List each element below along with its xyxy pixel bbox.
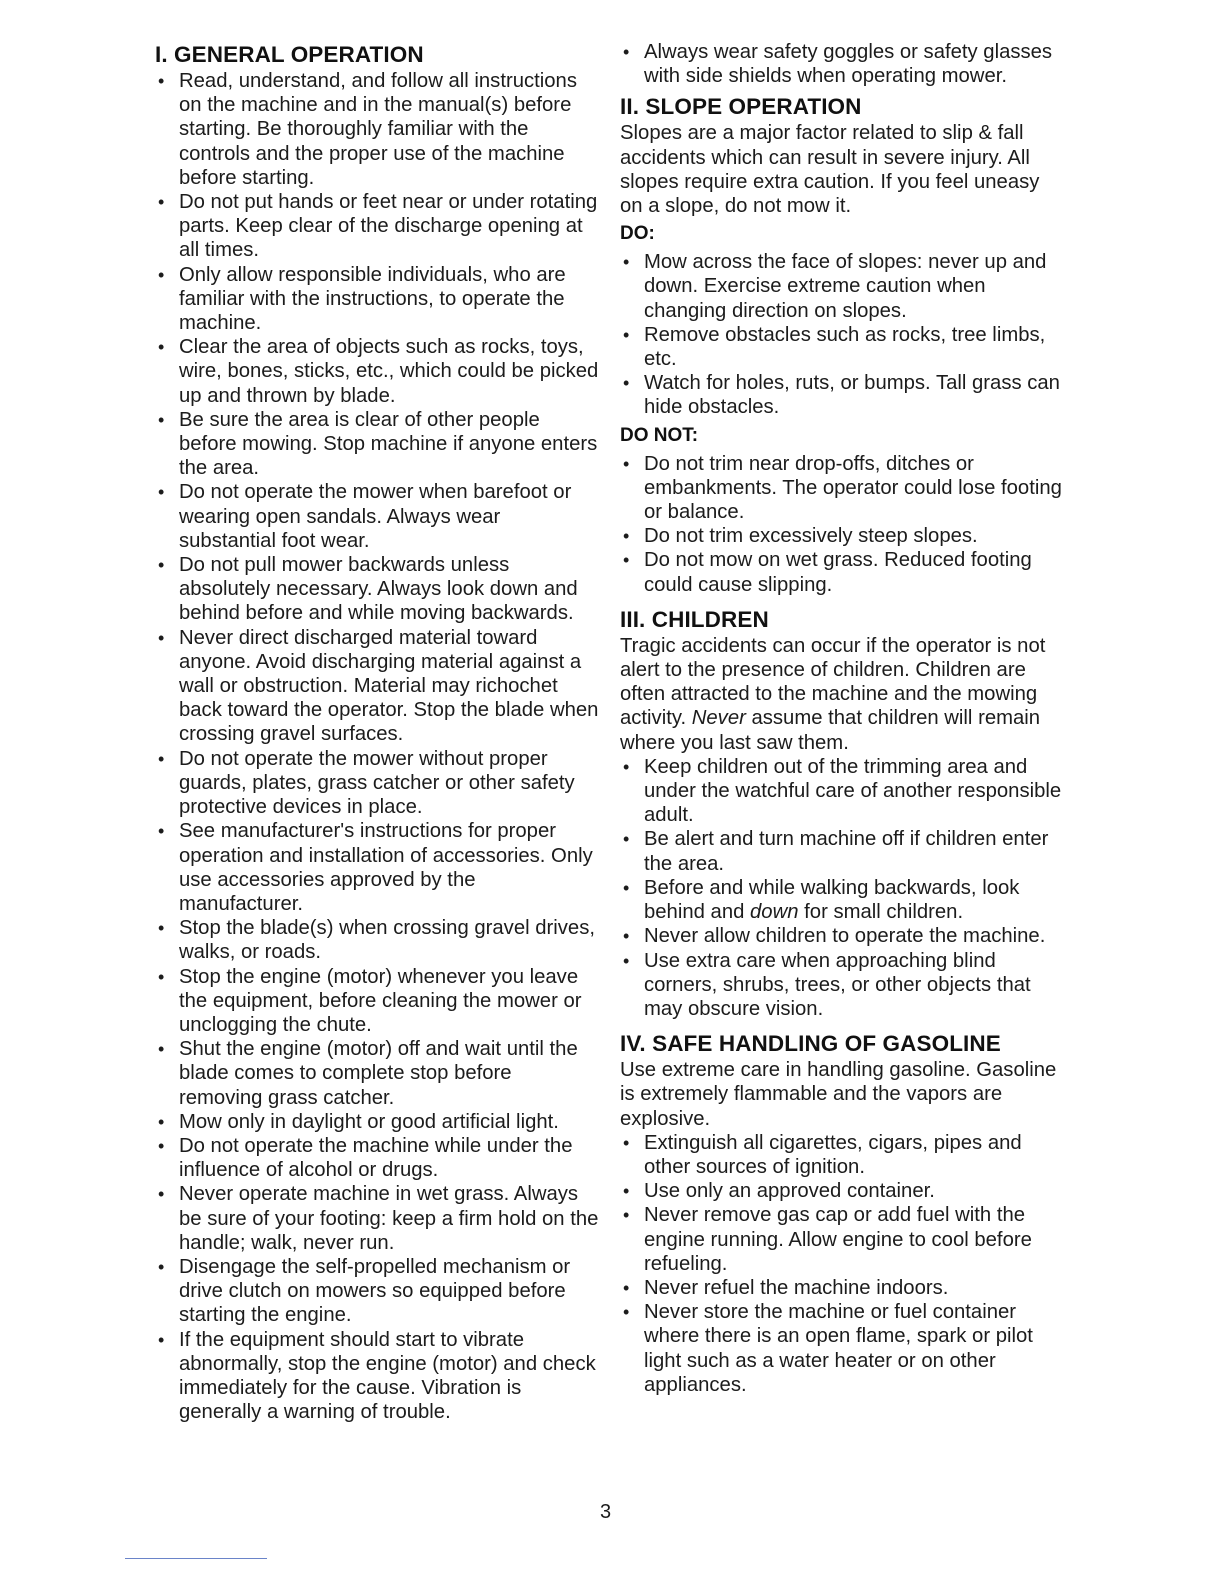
list-item: • Never refuel the machine indoors. — [620, 1276, 1065, 1300]
section-title-children: III. CHILDREN — [620, 606, 769, 632]
list-item: • Mow across the face of slopes: never up and down. Exercise extreme caution when changing direction on slopes. — [620, 250, 1065, 323]
list-item: • Keep children out of the trimming area and under the watchful care of another responsible adult. — [620, 755, 1065, 828]
section-title-general-operation: I. GENERAL OPERATION — [155, 42, 424, 67]
list-item: • Read, understand, and follow all instructions on the machine and in the manual(s) before starting. Be thoroughly familiar with the controls and the proper use of the machine before starting. — [155, 69, 600, 190]
list-item: • Use only an approved container. — [620, 1179, 1065, 1203]
list-item: • Extinguish all cigarettes, cigars, pipes and other sources of ignition. — [620, 1131, 1065, 1179]
list-item: • Remove obstacles such as rocks, tree limbs, etc. — [620, 323, 1065, 371]
emphasis-never: Never — [691, 707, 746, 730]
list-item: • Never allow children to operate the machine. — [620, 924, 1065, 948]
list-item: • Do not put hands or feet near or under rotating parts. Keep clear of the discharge opening at all times. — [155, 190, 600, 263]
slope-do-not-list — [620, 452, 1065, 597]
list-item: • See manufacturer's instructions for proper operation and installation of accessories. Only use accessories approved by the manufacturer. — [155, 819, 600, 916]
list-item: • Stop the engine (motor) whenever you leave the equipment, before cleaning the mower or unclogging the chute. — [155, 965, 600, 1038]
do-heading: DO: — [620, 223, 655, 245]
general-operation-list — [155, 69, 600, 1424]
left-column — [155, 40, 600, 1424]
page-number: 3 — [600, 1501, 612, 1523]
list-item: • Do not trim near drop-offs, ditches or embankments. The operator could lose footing or balance. — [620, 452, 1065, 525]
list-item: • Do not operate the mower without proper guards, plates, grass catcher or other safety protective devices in place. — [155, 747, 600, 820]
list-item: • Never remove gas cap or add fuel with the engine running. Allow engine to cool before refueling. — [620, 1203, 1065, 1276]
children-list — [620, 755, 1065, 1021]
slope-do-list — [620, 250, 1065, 419]
list-item: • Disengage the self-propelled mechanism or drive clutch on mowers so equipped before starting the engine. — [155, 1255, 600, 1328]
list-item: • Only allow responsible individuals, who are familiar with the instructions, to operate the machine. — [155, 263, 600, 336]
gasoline-list — [620, 1131, 1065, 1397]
list-item: • Use extra care when approaching blind corners, shrubs, trees, or other objects that may obscure vision. — [620, 949, 1065, 1022]
list-item: • Do not operate the mower when barefoot or wearing open sandals. Always wear substantial foot wear. — [155, 480, 600, 553]
list-item: • Do not mow on wet grass. Reduced footing could cause slipping. — [620, 548, 1065, 596]
list-item: • Stop the blade(s) when crossing gravel drives, walks, or roads. — [155, 916, 600, 964]
list-item: • Be sure the area is clear of other people before mowing. Stop machine if anyone enters the area. — [155, 408, 600, 481]
list-item: • Do not trim excessively steep slopes. — [620, 524, 1065, 548]
slope-intro: Slopes are a major factor related to slip & fall accidents which can result in severe injury. All slopes require extra caution. If you feel uneasy on a slope, do not mow it. — [620, 122, 1040, 218]
section-title-slope-operation: II. SLOPE OPERATION — [620, 94, 862, 120]
list-item: • Always wear safety goggles or safety glasses with side shields when operating mower. — [620, 40, 1065, 88]
list-item: • Shut the engine (motor) off and wait until the blade comes to complete stop before removing grass catcher. — [155, 1037, 600, 1110]
list-item: • Do not operate the machine while under the influence of alcohol or drugs. — [155, 1134, 600, 1182]
list-item: • Never store the machine or fuel container where there is an open flame, spark or pilot light such as a water heater or on other appliances. — [620, 1300, 1065, 1397]
list-item: • Never operate machine in wet grass. Always be sure of your footing: keep a firm hold on the handle; walk, never run. — [155, 1182, 600, 1255]
footer-rule — [125, 1558, 267, 1559]
right-column — [620, 40, 1065, 1397]
list-item: • Clear the area of objects such as rocks, toys, wire, bones, sticks, etc., which could be picked up and thrown by blade. — [155, 335, 600, 408]
do-not-heading: DO NOT: — [620, 424, 699, 446]
list-item: • Never direct discharged material toward anyone. Avoid discharging material against a wall or obstruction. Material may richochet back toward the operator. Stop the blade when crossing gravel surfaces. — [155, 626, 600, 747]
list-item: • Before and while walking backwards, look behind and down for small children. — [620, 876, 1065, 924]
list-item: • Watch for holes, ruts, or bumps. Tall grass can hide obstacles. — [620, 371, 1065, 419]
section-title-safe-handling-gasoline: IV. SAFE HANDLING OF GASOLINE — [620, 1031, 1001, 1057]
list-item: • Mow only in daylight or good artificial light. — [155, 1110, 600, 1134]
list-item: • Be alert and turn machine off if children enter the area. — [620, 827, 1065, 875]
general-operation-list-continued — [620, 40, 1065, 88]
emphasis-down: down — [750, 901, 799, 924]
children-intro: Tragic accidents can occur if the operator is not alert to the presence of children. Children are often attracted to the machine and the mowing activity. Never assume that children will remain where you last saw them. — [620, 634, 1046, 754]
list-item: • Do not pull mower backwards unless absolutely necessary. Always look down and behind before and while moving backwards. — [155, 553, 600, 626]
list-item: • If the equipment should start to vibrate abnormally, stop the engine (motor) and check immediately for the cause. Vibration is generally a warning of trouble. — [155, 1328, 600, 1425]
gasoline-intro: Use extreme care in handling gasoline. Gasoline is extremely flammable and the vapors are explosive. — [620, 1059, 1057, 1130]
